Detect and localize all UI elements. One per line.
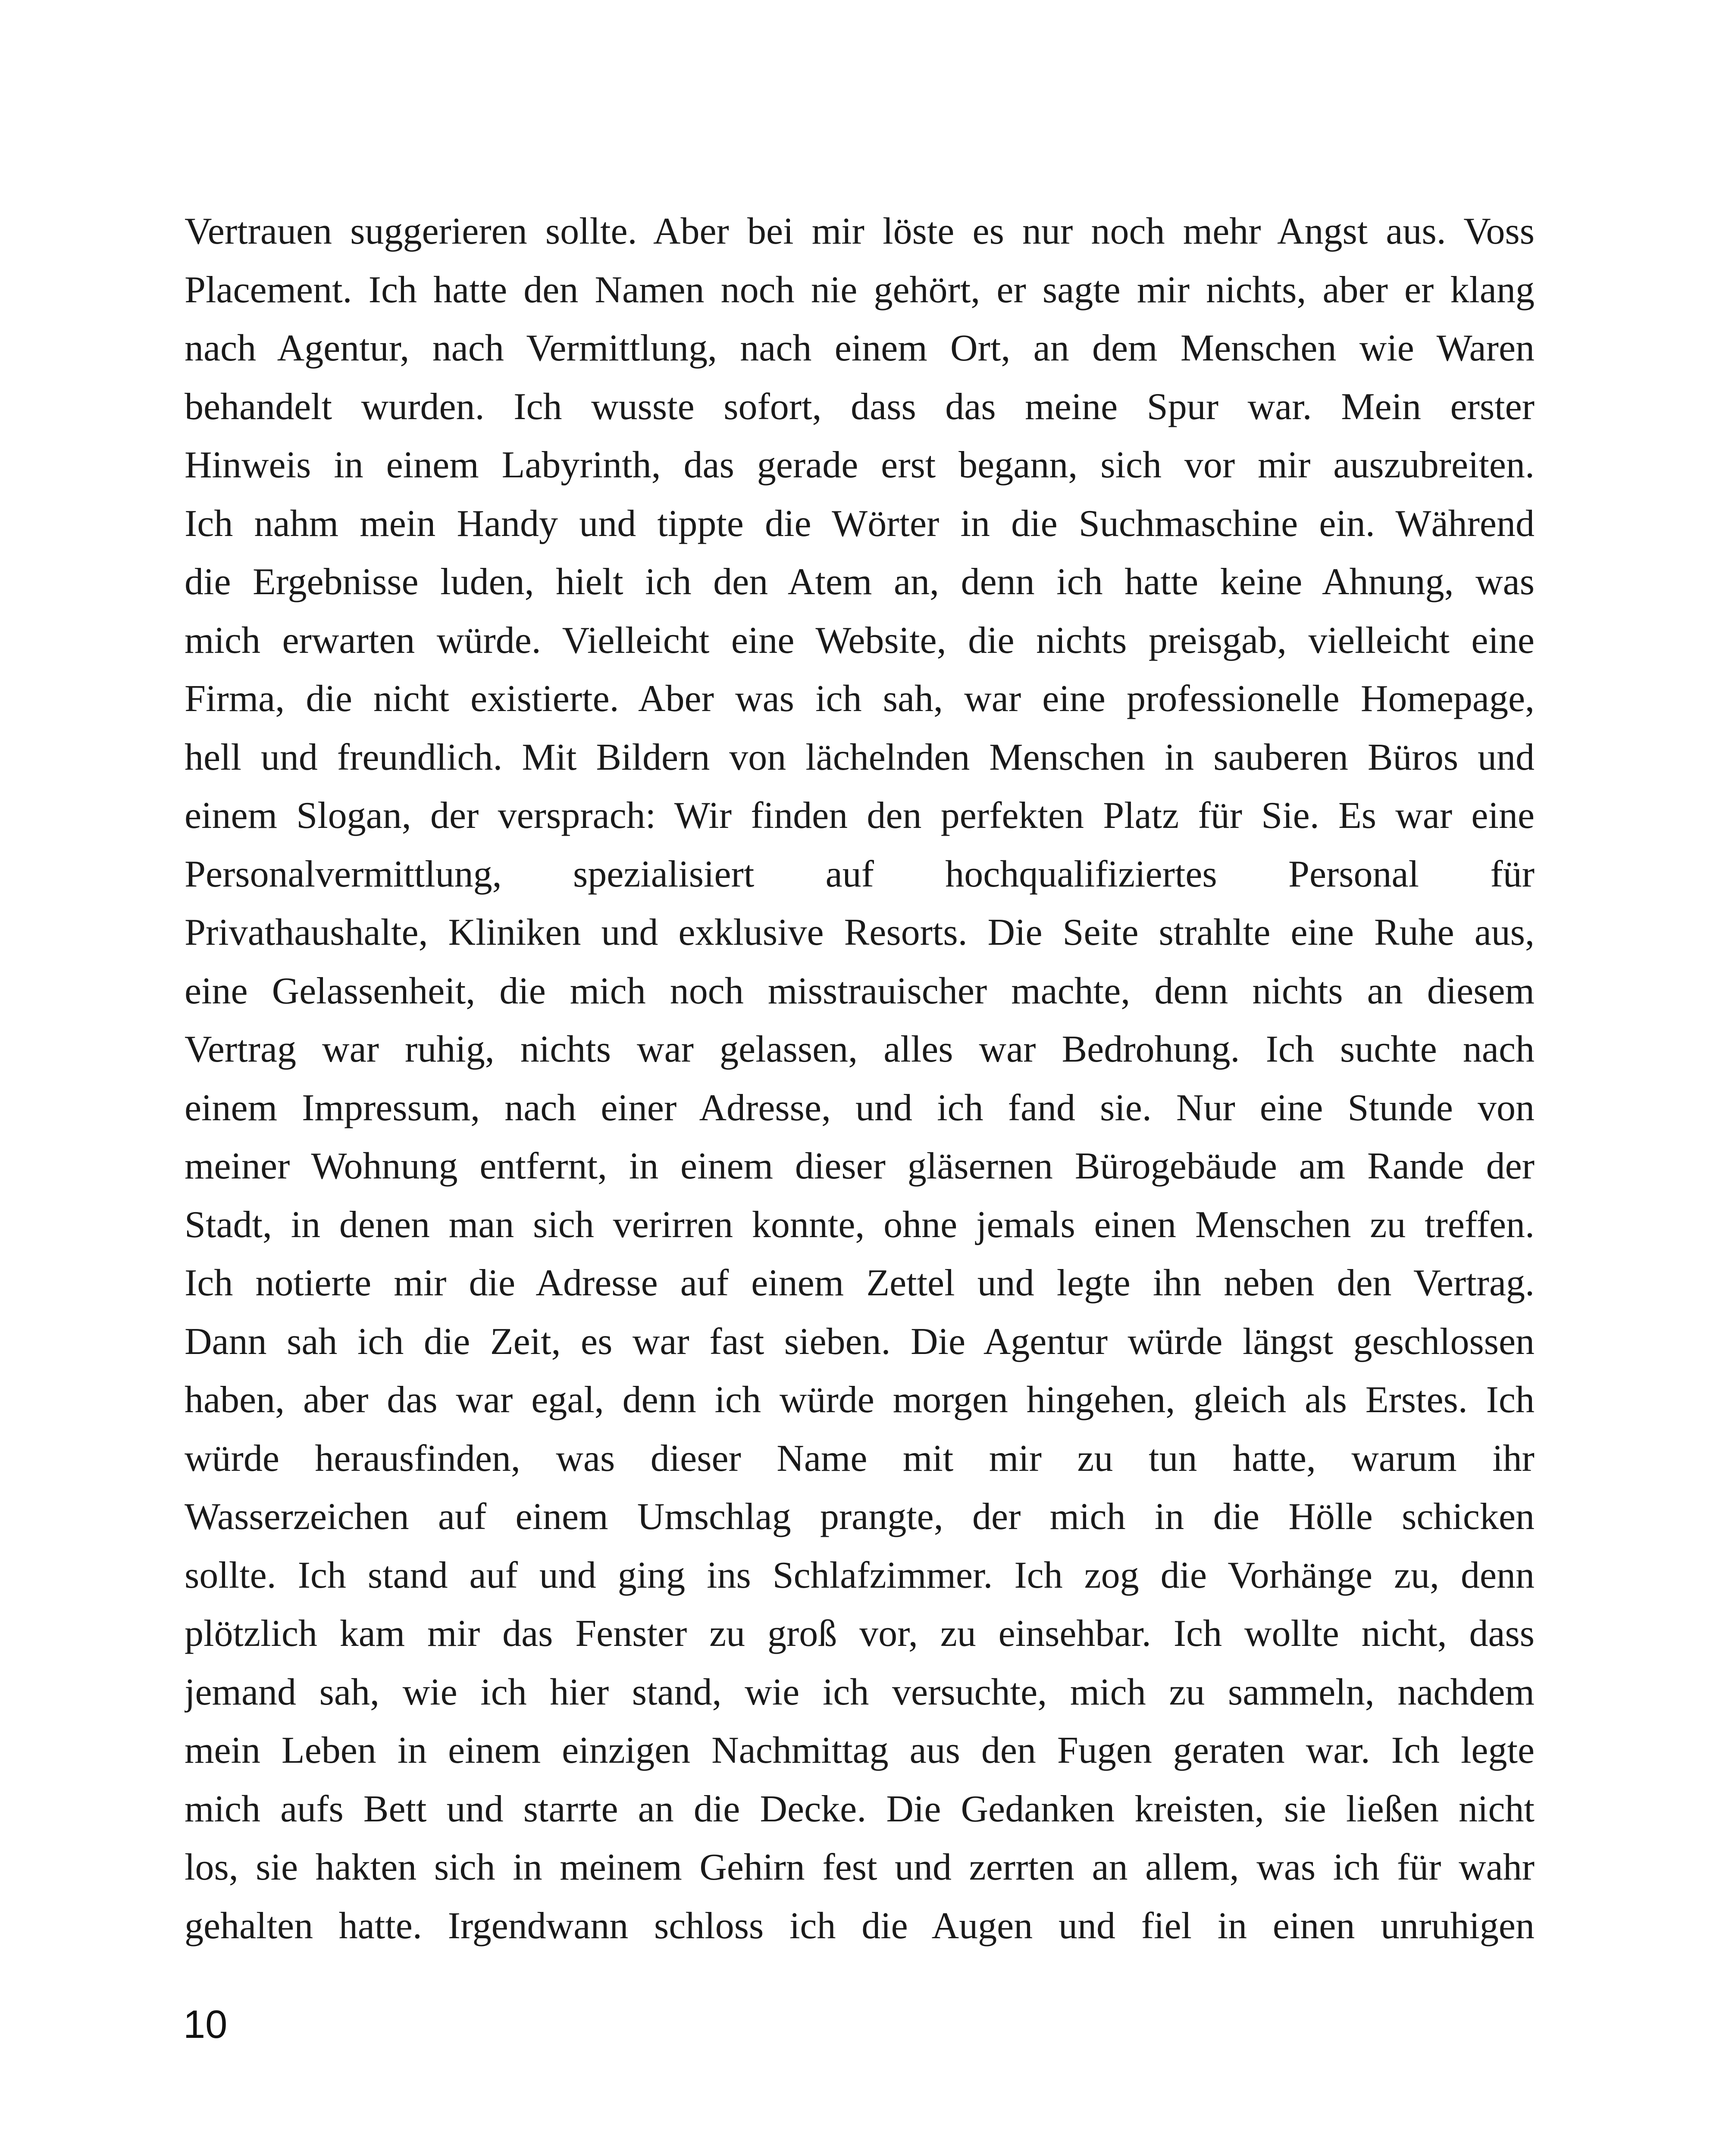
- page-number: 10: [183, 2002, 228, 2046]
- text-line: Ich notierte mir die Adresse auf einem Zettel und legte ihn neben den Vertrag.: [185, 1262, 1535, 1304]
- text-line: meiner Wohnung entfernt, in einem dieser gläsernen Bürogebäude am Rande der: [185, 1145, 1535, 1187]
- text-line: Firma, die nicht existierte. Aber was ich sah, war eine professionelle Homepage,: [185, 678, 1535, 720]
- text-line: die Ergebnisse luden, hielt ich den Atem an, denn ich hatte keine Ahnung, was: [185, 561, 1535, 603]
- text-line: Hinweis in einem Labyrinth, das gerade erst begann, sich vor mir auszubreiten.: [185, 444, 1535, 486]
- text-line: Personalvermittlung, spezialisiert auf hochqualifiziertes Personal für: [185, 853, 1535, 895]
- text-line: einem Impressum, nach einer Adresse, und ich fand sie. Nur eine Stunde von: [185, 1087, 1535, 1129]
- text-line: mich erwarten würde. Vielleicht eine Website, die nichts preisgab, vielleicht eine: [185, 619, 1535, 661]
- text-line: Vertrag war ruhig, nichts war gelassen, alles war Bedrohung. Ich suchte nach: [185, 1028, 1535, 1070]
- text-line: gehalten hatte. Irgendwann schloss ich die Augen und fiel in einen unruhigen: [185, 1905, 1535, 1947]
- text-line: behandelt wurden. Ich wusste sofort, dass das meine Spur war. Mein erster: [185, 385, 1535, 428]
- text-line: hell und freundlich. Mit Bildern von lächelnden Menschen in sauberen Büros und: [185, 736, 1535, 778]
- text-line: sollte. Ich stand auf und ging ins Schlafzimmer. Ich zog die Vorhänge zu, denn: [185, 1554, 1535, 1596]
- text-line: würde herausfinden, was dieser Name mit mir zu tun hatte, warum ihr: [185, 1437, 1535, 1479]
- text-line: Stadt, in denen man sich verirren konnte, ohne jemals einen Menschen zu treffen.: [185, 1203, 1535, 1246]
- text-line: mich aufs Bett und starrte an die Decke. Die Gedanken kreisten, sie ließen nicht: [185, 1788, 1535, 1830]
- text-line: mein Leben in einem einzigen Nachmittag aus den Fugen geraten war. Ich legte: [185, 1730, 1535, 1771]
- text-line: eine Gelassenheit, die mich noch misstrauischer machte, denn nichts an diesem: [185, 970, 1535, 1012]
- text-line: plötzlich kam mir das Fenster zu groß vor, zu einsehbar. Ich wollte nicht, dass: [185, 1613, 1535, 1655]
- text-line: jemand sah, wie ich hier stand, wie ich versuchte, mich zu sammeln, nachdem: [185, 1671, 1535, 1713]
- text-line: Dann sah ich die Zeit, es war fast sieben. Die Agentur würde längst geschlossen: [185, 1320, 1535, 1363]
- text-line: haben, aber das war egal, denn ich würde morgen hingehen, gleich als Erstes. Ich: [185, 1379, 1535, 1421]
- text-line: nach Agentur, nach Vermittlung, nach einem Ort, an dem Menschen wie Waren: [185, 327, 1535, 369]
- body-text: [185, 202, 1535, 1955]
- text-line: Wasserzeichen auf einem Umschlag prangte, der mich in die Hölle schicken: [185, 1496, 1535, 1538]
- text-line: Placement. Ich hatte den Namen noch nie gehört, er sagte mir nichts, aber er klang: [185, 269, 1535, 311]
- text-line: Vertrauen suggerieren sollte. Aber bei mir löste es nur noch mehr Angst aus. Voss: [185, 210, 1535, 252]
- text-line: los, sie hakten sich in meinem Gehirn fest und zerrten an allem, was ich für wahr: [185, 1846, 1535, 1888]
- text-line: Privathaushalte, Kliniken und exklusive Resorts. Die Seite strahlte eine Ruhe aus,: [185, 912, 1535, 953]
- text-line: einem Slogan, der versprach: Wir finden den perfekten Platz für Sie. Es war eine: [185, 795, 1535, 837]
- text-line: Ich nahm mein Handy und tippte die Wörter in die Suchmaschine ein. Während: [185, 502, 1535, 545]
